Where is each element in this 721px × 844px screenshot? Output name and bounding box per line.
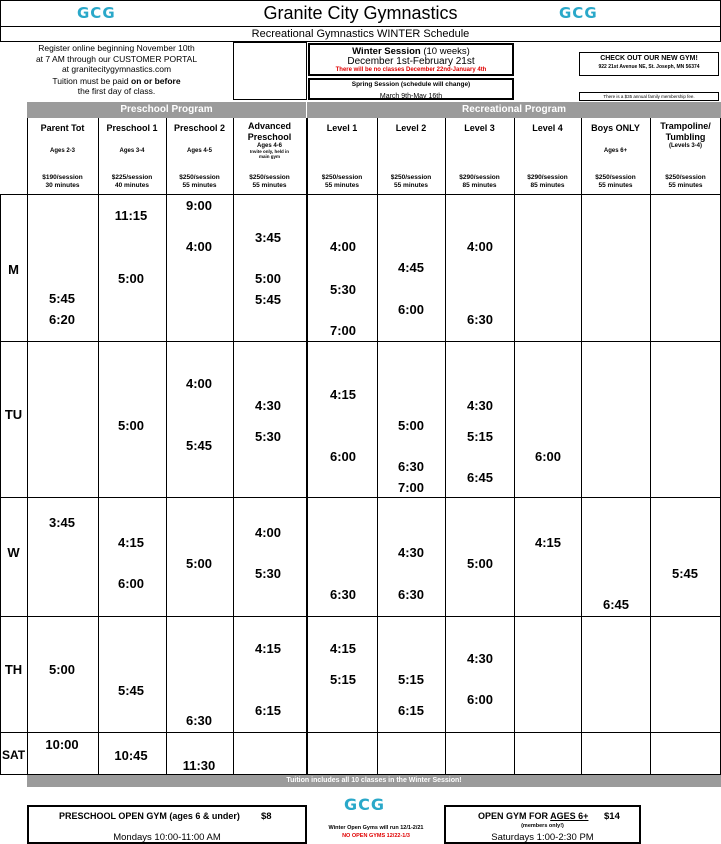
class-time: 6:30 <box>185 713 213 728</box>
column-price: $250/session <box>390 174 432 181</box>
class-time: 6:15 <box>254 703 282 718</box>
column-name: Level 1 <box>326 123 358 133</box>
class-time: 5:45 <box>254 292 282 307</box>
column-duration: 85 minutes <box>462 182 497 189</box>
day-label-tuesday: TU <box>4 407 23 422</box>
class-time: 6:30 <box>397 587 425 602</box>
column-duration: 55 minutes <box>668 182 703 189</box>
grid-line <box>377 118 378 774</box>
class-time: 6:00 <box>117 576 145 591</box>
class-time: 4:45 <box>397 260 425 275</box>
grid-line <box>166 118 167 774</box>
grid-line <box>514 118 515 774</box>
class-time: 5:45 <box>671 566 699 581</box>
grid-line <box>445 118 446 774</box>
grid-line <box>0 497 721 498</box>
day-label-saturday: SAT <box>1 748 26 762</box>
new-gym-box <box>579 52 719 76</box>
spring-dates: March 9th-May 16th <box>379 93 443 100</box>
column-header <box>650 118 721 194</box>
column-name: Boys ONLY <box>591 123 640 133</box>
preschool-open-gym-box <box>27 805 307 844</box>
fee-box <box>579 92 719 101</box>
class-time: 5:15 <box>466 429 494 444</box>
new-gym-title: CHECK OUT OUR NEW GYM! <box>600 55 698 62</box>
class-time: 4:00 <box>329 239 357 254</box>
column-ages: (Levels 3-4) <box>668 143 702 149</box>
class-time: 6:45 <box>602 597 630 612</box>
class-time: 4:15 <box>329 387 357 402</box>
class-time: 5:45 <box>48 291 76 306</box>
class-time: 5:30 <box>329 282 357 297</box>
column-header <box>166 118 233 194</box>
gcg-logo-left: GCG <box>77 4 116 22</box>
column-ages: Ages 4-6 <box>256 143 282 149</box>
class-time: 5:00 <box>117 418 145 433</box>
class-time: 6:30 <box>397 459 425 474</box>
class-time: 4:00 <box>466 239 494 254</box>
grid-line <box>0 341 721 342</box>
preschool-program-band: Preschool Program <box>27 102 306 118</box>
class-time: 10:00 <box>45 737 79 752</box>
class-time: 5:00 <box>254 271 282 286</box>
column-header <box>377 118 445 194</box>
page-title: Granite City Gymnastics <box>263 3 458 23</box>
class-time: 4:00 <box>254 525 282 540</box>
class-time: 6:00 <box>534 449 562 464</box>
register-line: Register online beginning November 10th <box>38 43 195 53</box>
open6-ages: AGES 6+ <box>550 811 589 821</box>
class-time: 6:20 <box>48 312 76 327</box>
register-line: at granitecitygymnastics.com <box>61 64 172 74</box>
spring-title: Spring Session (schedule will change) <box>351 81 471 88</box>
column-price: $250/session <box>249 174 290 181</box>
open6-price: $14 <box>604 811 620 822</box>
column-name: Preschool 2 <box>173 123 226 133</box>
register-line: the first day of class. <box>77 86 156 96</box>
column-price: $250/session <box>665 174 706 181</box>
winter-session-box <box>308 43 514 76</box>
winter-note: There will be no classes December 22nd-January 4th <box>335 67 487 73</box>
grid-line <box>0 194 721 195</box>
class-time: 6:00 <box>329 449 357 464</box>
class-time: 5:15 <box>329 672 357 687</box>
column-name: Trampoline/ Tumbling <box>660 121 711 142</box>
new-gym-address: 922 21st Avenue NE, St. Joseph, MN 56374 <box>598 64 700 70</box>
class-time: 3:45 <box>48 515 76 530</box>
spring-session-box <box>308 78 514 100</box>
gcg-logo-bottom: GCG <box>344 795 386 814</box>
class-time: 5:45 <box>185 438 213 453</box>
class-time: 10:45 <box>114 748 148 763</box>
empty-cell <box>233 42 307 100</box>
column-duration: 30 minutes <box>45 182 80 189</box>
column-name: Level 3 <box>464 123 495 133</box>
column-header <box>307 118 377 194</box>
class-time: 5:00 <box>466 556 494 571</box>
class-time: 11:30 <box>182 758 216 773</box>
tuition-bold: on or before <box>131 75 181 86</box>
column-price: $250/session <box>321 174 363 181</box>
class-time: 7:00 <box>329 323 357 338</box>
class-time: 5:00 <box>48 662 76 677</box>
class-time: 4:00 <box>185 239 213 254</box>
column-ages: Ages 4-5 <box>186 148 212 154</box>
class-time: 5:00 <box>397 418 425 433</box>
grid-line <box>98 118 99 774</box>
title-bar <box>0 0 721 27</box>
open6-time: Saturdays 1:00-2:30 PM <box>491 832 594 843</box>
column-name: Advanced Preschool <box>247 121 292 142</box>
class-time: 4:00 <box>185 376 213 391</box>
class-time: 4:30 <box>397 545 425 560</box>
preschool-open-time: Mondays 10:00-11:00 AM <box>113 832 221 843</box>
day-label-thursday: TH <box>4 662 23 677</box>
grid-line <box>650 118 651 774</box>
class-time: 5:15 <box>397 672 425 687</box>
column-duration: 55 minutes <box>394 182 428 189</box>
class-time: 7:00 <box>397 480 425 495</box>
recreational-program-band: Recreational Program <box>307 102 721 118</box>
column-price: $290/session <box>459 174 500 181</box>
column-header <box>514 118 581 194</box>
column-ages: Ages 3-4 <box>119 148 145 154</box>
class-time: 4:30 <box>466 651 494 666</box>
class-time: 11:15 <box>114 208 148 223</box>
preschool-open-title: PRESCHOOL OPEN GYM (ages 6 & under) <box>59 811 240 821</box>
class-time: 5:00 <box>185 556 213 571</box>
grid-line <box>0 616 721 617</box>
register-line: at 7 AM through our CUSTOMER PORTAL <box>35 53 198 64</box>
column-duration: 55 minutes <box>325 182 359 189</box>
winter-title: Winter Session <box>352 46 421 57</box>
column-price: $225/session <box>111 174 153 181</box>
column-ages: Ages 6+ <box>603 148 628 154</box>
column-header <box>445 118 514 194</box>
column-duration: 55 minutes <box>598 182 633 189</box>
column-price: $190/session <box>42 174 83 181</box>
column-name: Preschool 1 <box>106 123 158 133</box>
column-header <box>581 118 650 194</box>
grid-line <box>233 118 234 774</box>
column-header <box>98 118 166 194</box>
class-time: 6:00 <box>466 692 494 707</box>
tuition-text: Tuition must be paid <box>52 75 131 86</box>
grid-line <box>0 194 1 774</box>
class-time: 6:30 <box>466 312 494 327</box>
column-duration: 40 minutes <box>115 182 149 189</box>
column-name: Level 4 <box>532 123 563 133</box>
fee-note: There is a $35 annual family membership fee. <box>603 94 695 99</box>
preschool-open-price: $8 <box>261 811 272 822</box>
class-time: 9:00 <box>185 198 213 213</box>
column-note: Invite only, held in main gym <box>250 149 289 159</box>
subtitle-bar <box>0 26 721 42</box>
column-duration: 55 minutes <box>252 182 287 189</box>
class-time: 4:30 <box>466 398 494 413</box>
class-time: 5:00 <box>117 271 145 286</box>
class-time: 4:30 <box>254 398 282 413</box>
column-name: Parent Tot <box>40 123 85 133</box>
winter-dates: December 1st-February 21st <box>347 56 475 67</box>
gcg-logo-right: GCG <box>559 4 598 22</box>
no-open-gym-note: NO OPEN GYMS 12/22-1/3 <box>342 833 410 839</box>
open6-title: OPEN GYM FOR <box>478 811 551 821</box>
column-price: $250/session <box>595 174 636 181</box>
page-subtitle: Recreational Gymnastics WINTER Schedule <box>251 28 470 40</box>
class-time: 3:45 <box>254 230 282 245</box>
grid-line <box>27 118 28 774</box>
grid-line <box>306 118 308 774</box>
class-time: 4:15 <box>254 641 282 656</box>
class-time: 6:45 <box>466 470 494 485</box>
class-time: 5:30 <box>254 429 282 444</box>
day-label-monday: M <box>8 262 19 277</box>
column-duration: 85 minutes <box>530 182 565 189</box>
class-time: 4:15 <box>534 535 562 550</box>
class-time: 4:15 <box>117 535 145 550</box>
column-header <box>233 118 306 194</box>
open6-members: (members only!) <box>521 823 564 829</box>
day-label-wednesday: W <box>7 545 20 560</box>
column-ages: Ages 2-3 <box>49 148 75 154</box>
class-time: 5:45 <box>117 683 145 698</box>
winter-weeks: (10 weeks) <box>420 46 470 57</box>
column-duration: 55 minutes <box>182 182 217 189</box>
open-gym-6plus-box <box>444 805 641 844</box>
open-gym-note: Winter Open Gyms will run 12/1-2/21 <box>328 825 424 831</box>
register-info <box>0 43 233 97</box>
class-time: 6:00 <box>397 302 425 317</box>
class-time: 4:15 <box>329 641 357 656</box>
column-name: Level 2 <box>395 123 427 133</box>
grid-line <box>0 732 721 733</box>
tuition-band: Tuition includes all 10 classes in the Winter Session! <box>27 775 721 787</box>
class-time: 5:30 <box>254 566 282 581</box>
grid-line <box>581 118 582 774</box>
column-price: $290/session <box>527 174 568 181</box>
column-header <box>27 118 98 194</box>
class-time: 6:30 <box>329 587 357 602</box>
class-time: 6:15 <box>397 703 425 718</box>
column-price: $250/session <box>179 174 220 181</box>
